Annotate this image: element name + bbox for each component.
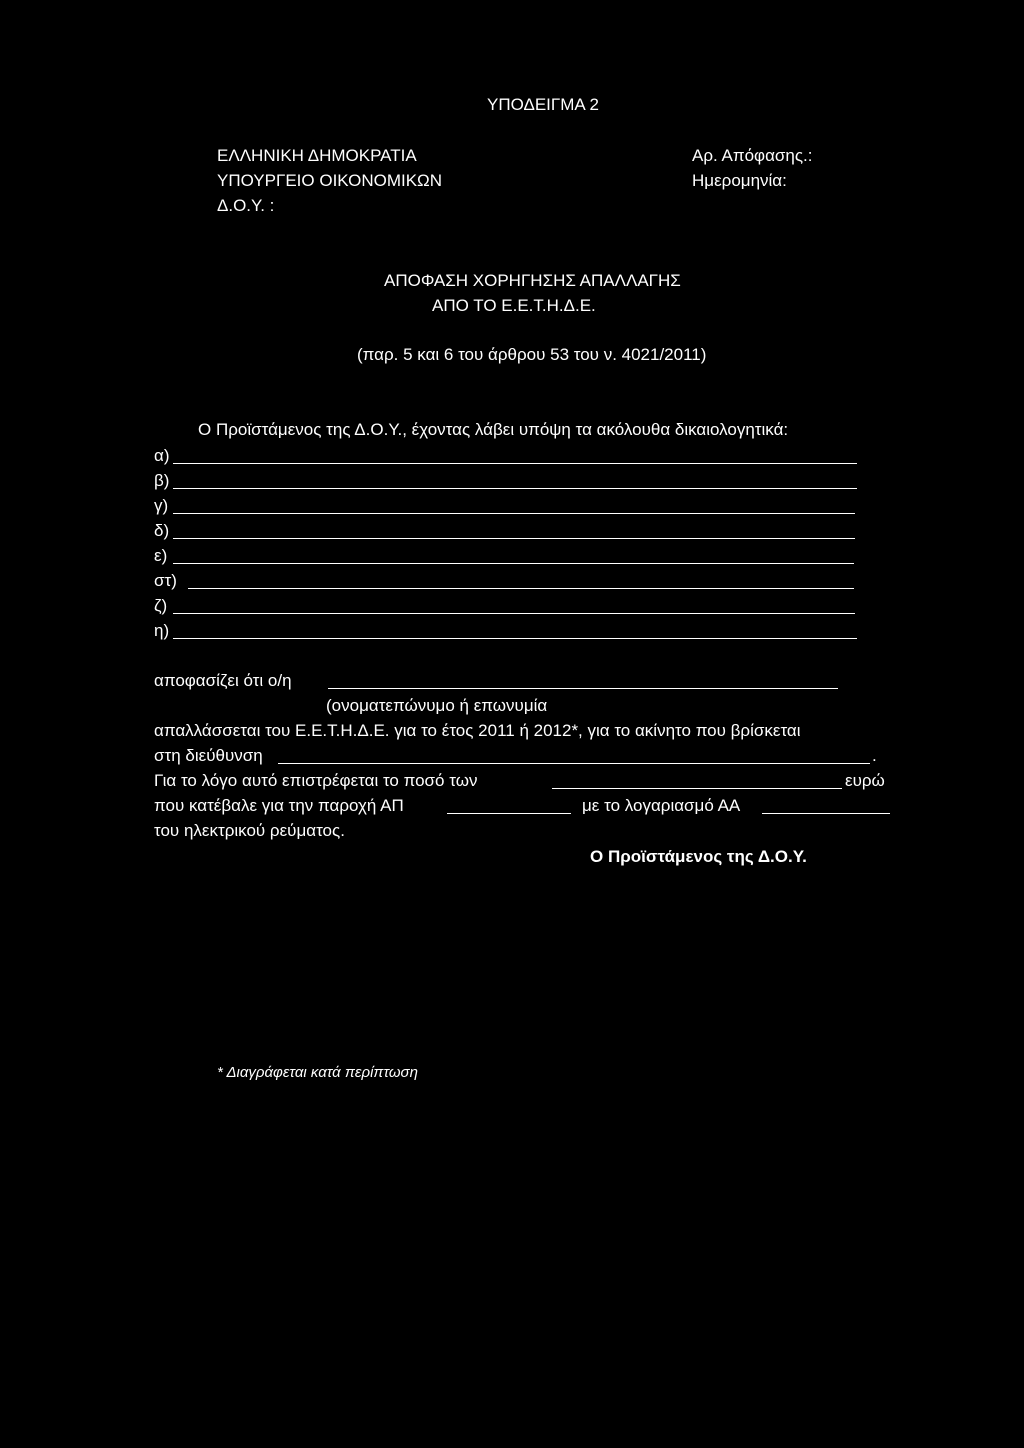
- item-label-c: γ): [154, 496, 169, 515]
- item-line-b: [173, 488, 857, 489]
- refund-unit: ευρώ: [845, 771, 885, 790]
- supply-number-line: [447, 813, 571, 814]
- footnote: * Διαγράφεται κατά περίπτωση: [217, 1064, 418, 1081]
- item-line-c: [173, 513, 855, 514]
- refund-amount-line: [552, 788, 842, 789]
- electricity-text: του ηλεκτρικού ρεύματος.: [154, 821, 345, 840]
- template-title: ΥΠΟΔΕΙΓΜΑ 2: [487, 95, 600, 114]
- refund-text: Για το λόγο αυτό επιστρέφεται το ποσό των: [154, 771, 478, 790]
- item-line-h: [173, 638, 857, 639]
- address-label: στη διεύθυνση: [154, 746, 263, 765]
- item-line-d: [173, 538, 855, 539]
- item-label-e: ε): [154, 546, 168, 565]
- item-line-a: [173, 463, 857, 464]
- item-line-st: [188, 588, 854, 589]
- header-state: ΕΛΛΗΝΙΚΗ ΔΗΜΟΚΡΑΤΙΑ: [217, 146, 417, 165]
- name-hint: (ονοματεπώνυμο ή επωνυμία: [326, 696, 548, 715]
- item-label-b: β): [154, 471, 170, 490]
- item-label-h: η): [154, 621, 170, 640]
- decision-number-label: Αρ. Απόφασης.:: [692, 146, 813, 165]
- item-line-z: [173, 613, 855, 614]
- decision-title-line1: ΑΠΟΦΑΣΗ ΧΟΡΗΓΗΣΗΣ ΑΠΑΛΛΑΓΗΣ: [384, 271, 681, 290]
- address-end: .: [872, 746, 877, 765]
- signature-title: Ο Προϊστάμενος της Δ.Ο.Υ.: [590, 847, 807, 866]
- legal-basis: (παρ. 5 και 6 του άρθρου 53 του ν. 4021/2011): [357, 345, 707, 364]
- decision-title-line2: ΑΠΟ ΤΟ Ε.Ε.Τ.Η.Δ.Ε.: [432, 296, 596, 315]
- paid-text: που κατέβαλε για την παροχή ΑΠ: [154, 796, 404, 815]
- header-ministry: ΥΠΟΥΡΓΕΙΟ ΟΙΚΟΝΟΜΙΚΩΝ: [217, 171, 443, 190]
- account-number-line: [762, 813, 890, 814]
- date-label: Ημερομηνία:: [692, 171, 787, 190]
- item-label-z: ζ): [154, 596, 168, 615]
- item-label-d: δ): [154, 521, 170, 540]
- item-line-e: [173, 563, 854, 564]
- decides-text: αποφασίζει ότι ο/η: [154, 671, 292, 690]
- header-tax-office: Δ.Ο.Υ. :: [217, 196, 275, 215]
- address-line: [278, 763, 870, 764]
- item-label-a: α): [154, 446, 170, 465]
- item-label-st: στ): [154, 571, 177, 590]
- intro-text: Ο Προϊστάμενος της Δ.Ο.Υ., έχοντας λάβει υπόψη τα ακόλουθα δικαιολογητικά:: [198, 420, 789, 439]
- exemption-text: απαλλάσσεται του Ε.Ε.Τ.Η.Δ.Ε. για το έτος 2011 ή 2012*, για το ακίνητο που βρίσκεται: [154, 721, 801, 740]
- name-line: [328, 688, 838, 689]
- account-label: με το λογαριασμό ΑΑ: [582, 796, 741, 815]
